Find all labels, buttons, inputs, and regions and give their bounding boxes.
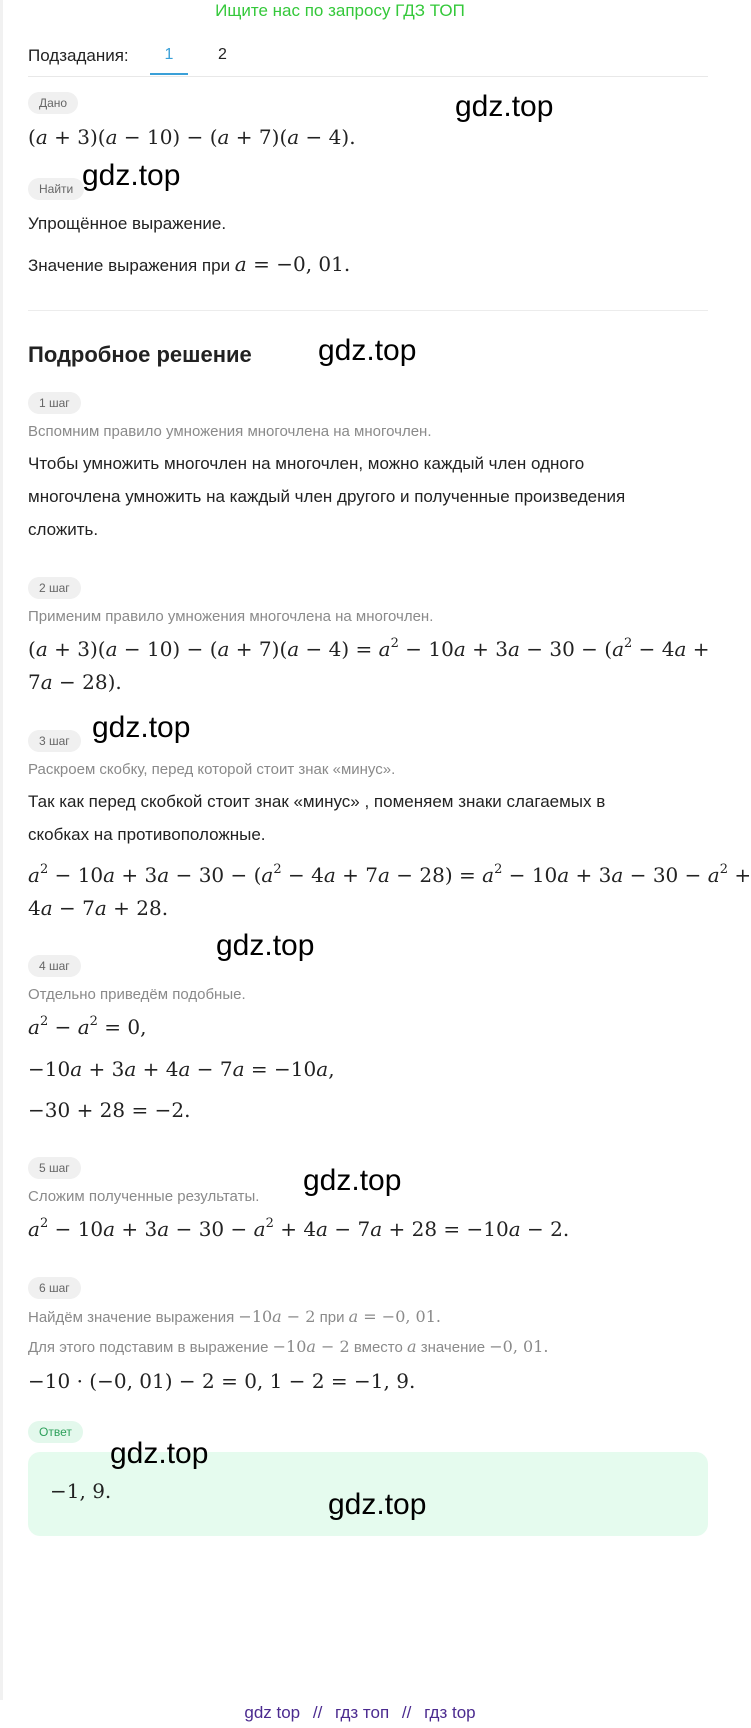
- solution-heading: Подробное решение: [28, 342, 252, 367]
- answer-value: −1, 9.: [50, 1479, 112, 1503]
- step-3-label: 3 шаг: [28, 730, 81, 752]
- step-1-text-3: сложить.: [28, 520, 99, 539]
- subtasks-label: Подзадания:: [28, 46, 129, 65]
- step-2-line-1: $(a + 3)(a - 10) - (a + 7)(a - 4) = a^2 - 10a + 3a - 30 - (a^2 - 4a$ +: [28, 636, 710, 661]
- step-3-line-1: $a^2 - 10a + 3a - 30 - (a^2 - 4a + 7a - 28) = a^2 - 10a + 3a - 30 - a^2$ +: [28, 862, 751, 887]
- step-1-text-2: многочлена умножить на каждый член другого и полученные произведения: [28, 487, 626, 506]
- step-1-label: 1 шаг: [28, 392, 81, 414]
- step-1-hint: Вспомним правило умножения многочлена на многочлен.: [28, 423, 432, 440]
- step-6-hint-2-m2: a: [407, 1337, 417, 1356]
- step-3-text-1: Так как перед скобкой стоит знак «минус» , поменяем знаки слагаемых в: [28, 792, 606, 811]
- footer-link-2[interactable]: гдз топ: [335, 1703, 390, 1722]
- footer-sep: //: [401, 1703, 412, 1722]
- step-6-hint-1-m2: a = −0, 01.: [348, 1307, 441, 1326]
- tab-subtask-2[interactable]: 2: [218, 46, 227, 63]
- step-6-hint-1: [28, 1307, 441, 1328]
- step-3-text-2: скобках на противоположные.: [28, 825, 266, 844]
- step-6-hint-2-b: вместо: [349, 1339, 408, 1356]
- tab-subtask-1[interactable]: 1: [164, 46, 174, 63]
- step-2-hint: Применим правило умножения многочлена на многочлен.: [28, 608, 434, 625]
- step-6-hint-1-a: Найдём значение выражения: [28, 1309, 239, 1326]
- footer-link-1[interactable]: gdz top: [244, 1703, 301, 1722]
- step-6-label: 6 шаг: [28, 1277, 81, 1299]
- step-5-label: 5 шаг: [28, 1157, 81, 1179]
- step-2-line-2: 7a − 28).: [28, 670, 122, 694]
- watermark: gdz.top: [328, 1488, 427, 1521]
- footer-sep: //: [312, 1703, 323, 1722]
- answer-label: Ответ: [28, 1421, 83, 1443]
- step-2-label: 2 шаг: [28, 577, 81, 599]
- step-3-line-2: 4a − 7a + 28.: [28, 896, 169, 920]
- step-4-line-2: −10a + 3a + 4a − 7a = −10a,: [28, 1057, 335, 1081]
- top-banner[interactable]: Ищите нас по запросу ГДЗ ТОП: [215, 1, 465, 20]
- step-4-line-3: −30 + 28 = −2.: [28, 1098, 191, 1122]
- active-tab-indicator: [150, 73, 188, 75]
- step-5-line-1: $a^2 - 10a + 3a - 30 - a^2 + 4a - 7a + 28 = -10a - 2$.: [28, 1216, 570, 1241]
- step-6-hint-2-m3: −0, 01.: [489, 1337, 549, 1356]
- step-4-line-1: $a^2 - a^2 = 0$,: [28, 1014, 147, 1039]
- step-6-hint-2-c: значение: [416, 1339, 490, 1356]
- step-6-hint-1-m1: −10a − 2: [238, 1307, 316, 1326]
- step-6-hint-2-m1: −10a − 2: [272, 1337, 350, 1356]
- find-item-2: [28, 247, 350, 284]
- watermark: gdz.top: [318, 334, 417, 367]
- given-expression: (a + 3)(a − 10) − (a + 7)(a − 4).: [28, 125, 356, 149]
- watermark: gdz.top: [110, 1437, 209, 1470]
- step-6-hint-2: [28, 1337, 548, 1358]
- subtask-tabs: [28, 40, 708, 77]
- watermark: gdz.top: [303, 1164, 402, 1197]
- divider: [28, 310, 708, 311]
- find-item-2-text: Значение выражения при: [28, 256, 235, 275]
- find-item-1: Упрощённое выражение.: [28, 214, 227, 233]
- step-6-hint-1-b: при: [315, 1309, 349, 1326]
- step-4-hint: Отдельно приведём подобные.: [28, 986, 246, 1003]
- step-3-hint: Раскроем скобку, перед которой стоит знак «минус».: [28, 761, 396, 778]
- find-label: Найти: [28, 178, 84, 200]
- watermark: gdz.top: [82, 159, 181, 192]
- find-item-2-math: a = −0, 01.: [234, 252, 351, 276]
- step-6-line-1: −10 · (−0, 01) − 2 = 0, 1 − 2 = −1, 9.: [28, 1369, 416, 1393]
- step-5-hint: Сложим полученные результаты.: [28, 1188, 260, 1205]
- given-label: Дано: [28, 92, 78, 114]
- footer-links: [0, 1703, 720, 1723]
- footer-link-3[interactable]: гдз top: [424, 1703, 476, 1722]
- watermark: gdz.top: [92, 711, 191, 744]
- left-border: [0, 0, 3, 1700]
- step-1-text-1: Чтобы умножить многочлен на многочлен, можно каждый член одного: [28, 454, 585, 473]
- step-4-label: 4 шаг: [28, 955, 81, 977]
- step-6-hint-2-a: Для этого подставим в выражение: [28, 1339, 273, 1356]
- watermark: gdz.top: [216, 929, 315, 962]
- watermark: gdz.top: [455, 90, 554, 123]
